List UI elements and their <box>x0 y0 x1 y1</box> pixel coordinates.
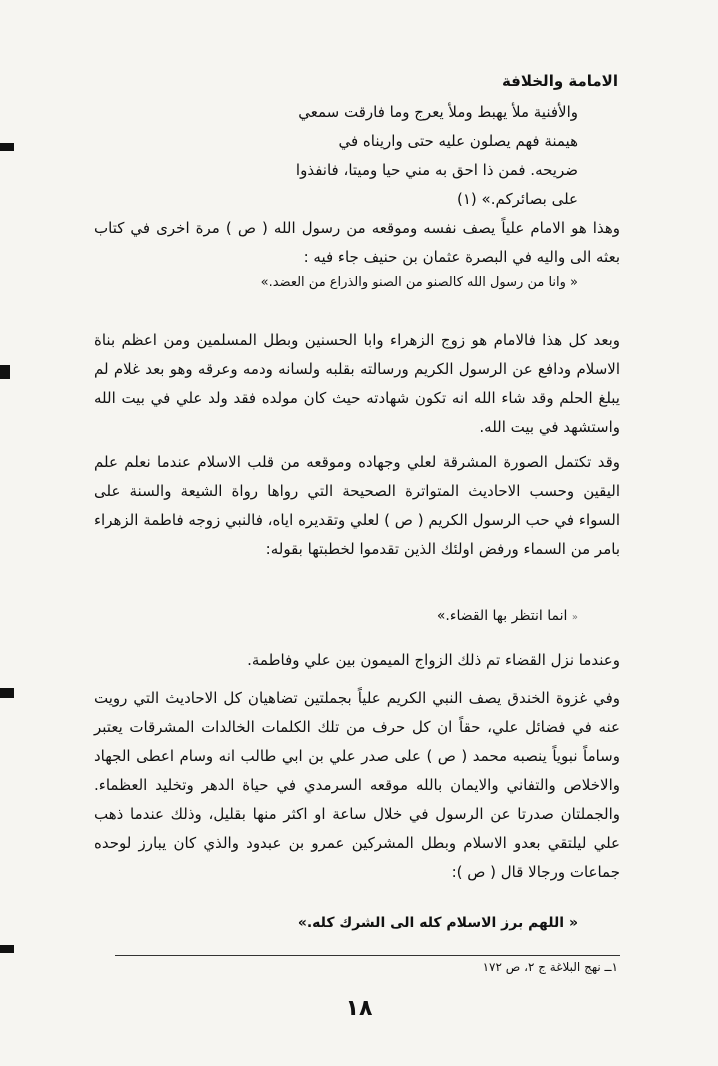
quote-3: « اللهم برز الاسلام كله الى الشرك كله.» <box>297 915 578 931</box>
binding-mark <box>0 365 10 379</box>
paragraph-3: وقد تكتمل الصورة المشرقة لعلي وجهاده وموقعه من قلب الاسلام عندما نعلم علم اليقين وحسب الاحاديث المتواترة الصحيحة التي رواها رواة الشيعة والسنة على السواء في حب الرسول الكريم ( ص ) لعلي وتقديره اياه، فالنبي زوجه فاطمة الزهراء بامر من السماء ورفض اولئك الذين تقدموا لخطبتها بقوله: <box>94 453 620 558</box>
footnote-divider <box>115 955 620 956</box>
poem-line: على بصائركم.» (١) <box>456 190 578 208</box>
poem-block <box>138 98 578 214</box>
binding-mark <box>0 688 14 698</box>
quote-1: « وانا من رسول الله كالصنو من الصنو والذراع من العضد.» <box>260 275 578 290</box>
poem-line: والأفنية ملأ يهبط وملأ يعرج وما فارقت سمعي <box>298 103 578 121</box>
binding-mark <box>0 143 14 151</box>
running-header: الامامة والخلافة <box>501 72 618 90</box>
quote-2-text: انما انتظر بها القضاء.» <box>436 608 568 624</box>
page-number: ١٨ <box>345 996 373 1021</box>
binding-mark <box>0 945 14 953</box>
footnote: ١ــ نهج البلاغة ج ٢، ص ١٧٢ <box>482 960 618 974</box>
quote-2-mark: « <box>571 612 578 623</box>
poem-line: ضريحه. فمن ذا احق به مني حيا وميتا، فانفذوا <box>295 161 578 179</box>
paragraph-1: وهذا هو الامام علياً يصف نفسه وموقعه من رسول الله ( ص ) مرة اخرى في كتاب بعثه الى واليه في البصرة عثمان بن حنيف جاء فيه : <box>94 219 620 266</box>
paragraph-2: وبعد كل هذا فالامام هو زوج الزهراء وابا الحسنين وبطل المسلمين ومن اعظم بناة الاسلام ودافع عن الرسول الكريم ورسالته بقلبه ولسانه ودمه وعرقه وهو بعد غلام لم يبلغ الحلم وقد شاء الله انه تكون شهادته حيث كان مولده فقد ولد علي في بيت الله واستشهد في بيت الله. <box>94 331 620 436</box>
paragraph-4: وعندما نزل القضاء تم ذلك الزواج الميمون بين علي وفاطمة. <box>247 651 620 669</box>
quote-2 <box>158 603 578 631</box>
poem-line: هيمنة فهم يصلون عليه حتى واريناه في <box>338 132 578 150</box>
paragraph-5: وفي غزوة الخندق يصف النبي الكريم علياً بجملتين تضاهيان كل الاحاديث التي رويت عنه في فضائل علي، حقاً ان كل حرف من تلك الكلمات الخالدات المشرقات يعتبر وساماً نبوياً ينصبه محمد ( ص ) على صدر علي بن ابي طالب انه وسام اعطى الجهاد والاخلاص والتفاني والايمان بالله موقعه السرمدي في حياة الدهر وتخليد العظماء. والجملتان صدرتا عن الرسول في خلال ساعة او اكثر منها بقليل، وذلك عندما ذهب علي ليلتقي بعدو الاسلام وبطل المشركين عمرو بن عبدود والذي كان يبارز لوحده جماعات ورجالا قال ( ص ): <box>94 689 620 881</box>
